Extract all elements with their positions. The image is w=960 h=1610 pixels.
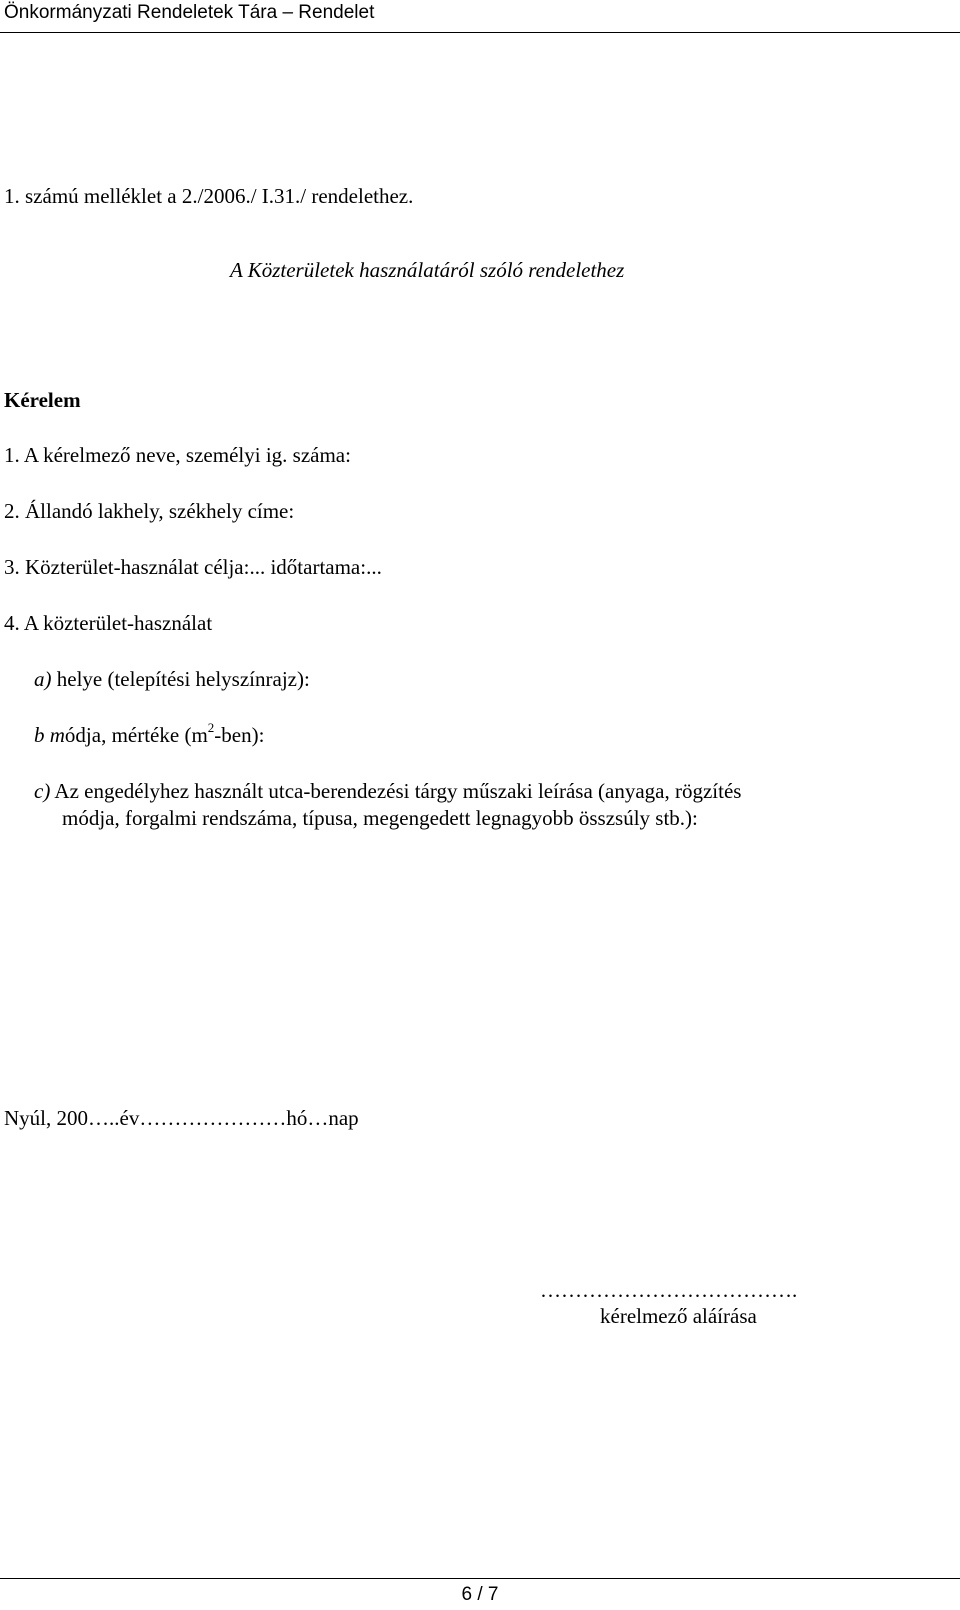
item-2: 2. Állandó lakhely, székhely címe: <box>4 499 295 523</box>
page-number: 6 / 7 <box>461 1584 499 1605</box>
signature-dots: ………………………………. <box>540 1278 798 1302</box>
item-4c-text: Az engedélyhez használt utca-berendezési tárgy műszaki leírása (anyaga, rögzítés <box>50 779 742 803</box>
annex-line: 1. számú melléklet a 2./2006./ I.31./ rendelethez. <box>4 184 414 208</box>
item-4: 4. A közterület-használat <box>4 611 213 635</box>
item-4b-text-end: -ben): <box>214 723 265 747</box>
item-4a-marker: a) <box>34 667 52 691</box>
item-4b-marker: b m <box>34 723 65 747</box>
item-4c-line-2: módja, forgalmi rendszáma, típusa, megengedett legnagyobb összsúly stb.): <box>62 806 698 830</box>
date-line: Nyúl, 200…..év…………………hó…nap <box>4 1106 359 1130</box>
subtitle: A Közterületek használatáról szóló rendelethez <box>230 258 625 282</box>
page-footer <box>0 1578 960 1610</box>
item-4a <box>34 667 310 691</box>
header-title: Önkormányzati Rendeletek Tára – Rendelet <box>4 2 375 23</box>
page-header <box>0 0 960 33</box>
signature-label: kérelmező aláírása <box>600 1304 757 1328</box>
item-4a-text: helye (telepítési helyszínrajz): <box>51 667 310 691</box>
item-4c-marker: c) <box>34 779 51 803</box>
item-4b-superscript: 2 <box>207 720 215 735</box>
item-3: 3. Közterület-használat célja:... időtartama:... <box>4 555 382 579</box>
item-4b <box>34 720 265 747</box>
item-4b-text: ódja, mértéke (m <box>64 723 208 747</box>
item-4c-line-1 <box>34 779 741 803</box>
item-1: 1. A kérelmező neve, személyi ig. száma: <box>4 443 351 467</box>
form-title: Kérelem <box>4 388 81 412</box>
